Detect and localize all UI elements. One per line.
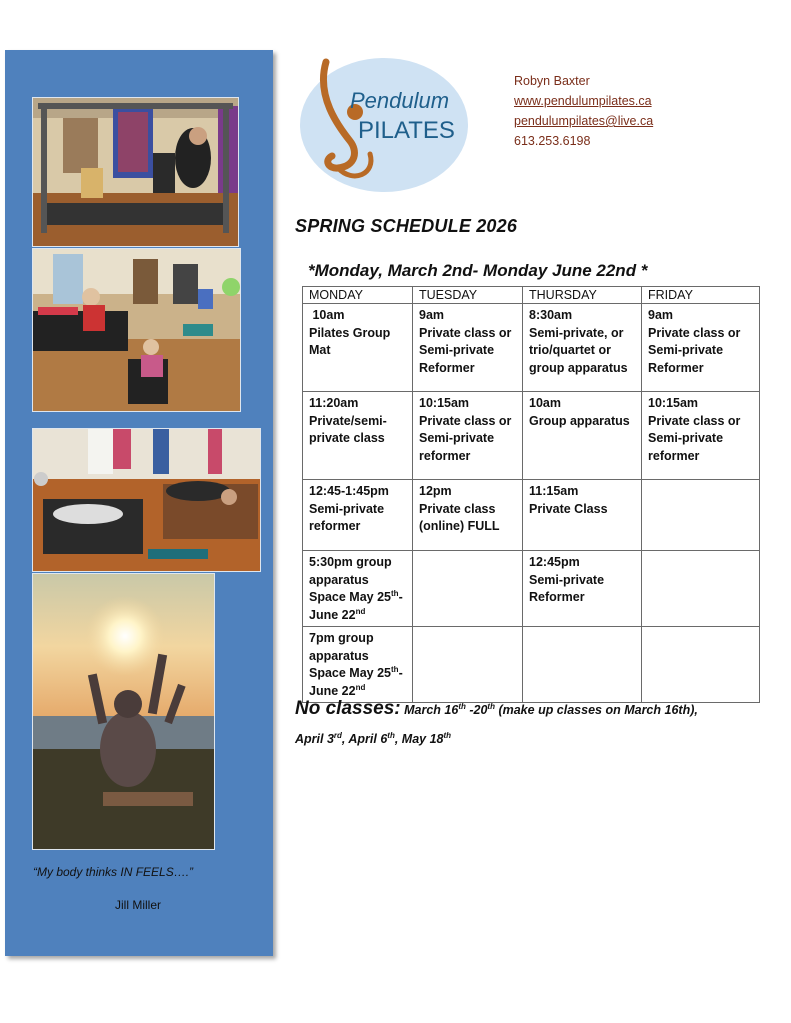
schedule-cell: 10am Group apparatus: [523, 392, 642, 480]
schedule-row: [303, 627, 760, 703]
header-friday: FRIDAY: [642, 287, 760, 304]
schedule-cell: [413, 551, 523, 627]
studio-stretch-photo: [32, 428, 261, 572]
schedule-row: [303, 304, 760, 392]
schedule-cell: [642, 551, 760, 627]
schedule-cell: 11:15am Private Class: [523, 480, 642, 551]
website-link[interactable]: www.pendulumpilates.ca: [514, 94, 652, 108]
no-classes-dates: March 16th -20th (make up classes on March 16th), April 3rd, April 6th, May 18th: [295, 701, 698, 746]
pendulum-pilates-logo: [298, 56, 470, 194]
schedule-cell: 10:15am Private class or Semi-private reformer: [413, 392, 523, 480]
email-link[interactable]: pendulumpilates@live.ca: [514, 114, 654, 128]
studio-class-photo: [32, 248, 241, 412]
contact-block: [514, 71, 653, 151]
schedule-cell: [413, 627, 523, 703]
schedule-cell: [642, 627, 760, 703]
schedule-cell: 11:20am Private/semi- private class: [303, 392, 413, 480]
logo-text-bottom: PILATES: [358, 117, 455, 144]
header-thursday: THURSDAY: [523, 287, 642, 304]
logo-text-top: Pendulum: [350, 88, 450, 113]
header-monday: MONDAY: [303, 287, 413, 304]
header-tuesday: TUESDAY: [413, 287, 523, 304]
studio-reformer-photo: [32, 97, 239, 247]
schedule-cell: 9am Private class or Semi-private Reformer: [413, 304, 523, 392]
contact-name: Robyn Baxter: [514, 74, 590, 88]
schedule-cell: 12:45pm Semi-private Reformer: [523, 551, 642, 627]
schedule-cell: [642, 480, 760, 551]
schedule-cell: 12pm Private class (online) FULL: [413, 480, 523, 551]
schedule-row: [303, 480, 760, 551]
schedule-row: [303, 392, 760, 480]
schedule-cell: 10:15am Private class or Semi-private reformer: [642, 392, 760, 480]
schedule-cell: 10am Pilates Group Mat: [303, 304, 413, 392]
schedule-cell: 8:30am Semi-private, or trio/quartet or group apparatus: [523, 304, 642, 392]
quote-author: Jill Miller: [115, 898, 161, 912]
no-classes-label: No classes:: [295, 698, 401, 719]
schedule-cell: 9am Private class or Semi-private Reformer: [642, 304, 760, 392]
schedule-date-range: *Monday, March 2nd- Monday June 22nd *: [308, 261, 648, 280]
schedule-cell: 12:45-1:45pm Semi-private reformer: [303, 480, 413, 551]
schedule-row: [303, 551, 760, 627]
schedule-title: SPRING SCHEDULE 2026: [295, 216, 518, 236]
contact-phone: 613.253.6198: [514, 134, 591, 148]
schedule-cell: [523, 627, 642, 703]
schedule-header-row: [303, 287, 760, 304]
schedule-cell: 5:30pm group apparatus Space May 25th- June 22nd: [303, 551, 413, 627]
schedule-cell: 7pm group apparatus Space May 25th- June 22nd: [303, 627, 413, 703]
sidebar-panel: [5, 50, 273, 956]
sunset-beach-pose-photo: [32, 573, 215, 850]
schedule-table: [302, 286, 760, 703]
quote-text: “My body thinks IN FEELS….”: [33, 865, 194, 879]
no-classes-note: [295, 694, 715, 754]
